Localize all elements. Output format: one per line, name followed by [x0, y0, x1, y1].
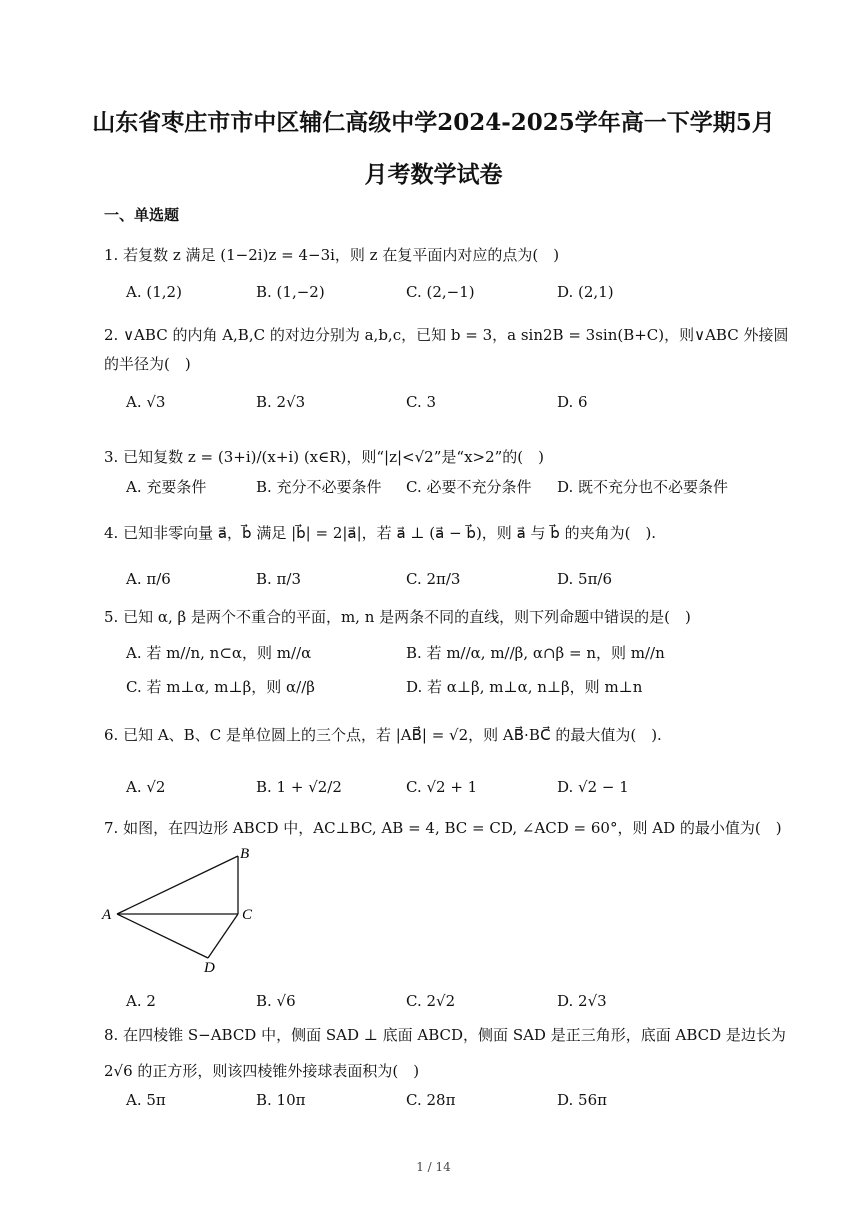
question-6-stem: 6. 已知 A、B、C 是单位圆上的三个点，若 |AB⃗| = √2，则 AB⃗·BC⃗ 的最大值为( ). [104, 726, 662, 744]
q2-option-b: B. 2√3 [256, 393, 306, 411]
q7-option-a: A. 2 [126, 992, 156, 1010]
question-1-stem: 1. 若复数 z 满足 (1−2i)z = 4−3i，则 z 在复平面内对应的点为( ) [104, 246, 560, 264]
page-title: 山东省枣庄市市中区辅仁高级中学2024-2025学年高一下学期5月 [92, 109, 775, 136]
q2-option-c: C. 3 [406, 393, 437, 411]
section-heading: 一、单选题 [104, 206, 180, 224]
q2-option-d: D. 6 [557, 393, 588, 411]
q5-option-b: B. 若 m//α, m//β, α∩β = n，则 m//n [406, 644, 665, 662]
q3-option-a: A. 充要条件 [126, 478, 207, 496]
q4-option-b: B. π/3 [256, 570, 302, 588]
q2-option-a: A. √3 [126, 393, 166, 411]
q6-option-b: B. 1 + √2/2 [256, 778, 342, 796]
question-4-stem: 4. 已知非零向量 a⃗，b⃗ 满足 |b⃗| = 2|a⃗|，若 a⃗ ⊥ (a⃗ − b⃗)，则 a⃗ 与 b⃗ 的夹角为( ). [104, 524, 657, 542]
q4-option-d: D. 5π/6 [557, 570, 613, 588]
segment-ad [117, 914, 208, 958]
segment-cd [208, 914, 238, 958]
question-7-stem: 7. 如图，在四边形 ABCD 中，AC⊥BC, AB = 4, BC = CD, ∠ACD = 60°，则 AD 的最小值为( ) [104, 819, 782, 837]
q3-option-b: B. 充分不必要条件 [256, 478, 382, 496]
q1-option-d: D. (2,1) [557, 283, 614, 301]
page-number: 1 / 14 [416, 1160, 451, 1174]
q8-option-d: D. 56π [557, 1091, 607, 1109]
page-title-line2: 月考数学试卷 [364, 161, 503, 188]
question-2-stem-line2: 的半径为( ) [104, 355, 191, 373]
question-5-stem: 5. 已知 α, β 是两个不重合的平面，m, n 是两条不同的直线，则下列命题中错误的是( ) [104, 608, 691, 626]
q7-option-d: D. 2√3 [557, 992, 607, 1010]
question-3-stem: 3. 已知复数 z = (3+i)/(x+i) (x∈R)，则“|z|<√2”是“x>2”的( ) [104, 448, 545, 466]
q4-option-c: C. 2π/3 [406, 570, 461, 588]
q6-option-c: C. √2 + 1 [406, 778, 478, 796]
q1-option-a: A. (1,2) [126, 283, 182, 301]
q4-option-a: A. π/6 [126, 570, 171, 588]
q5-option-a: A. 若 m//n, n⊂α，则 m//α [126, 644, 312, 662]
label-c: C [242, 907, 253, 923]
q7-option-c: C. 2√2 [406, 992, 456, 1010]
label-d: D [204, 960, 215, 976]
q5-option-d: D. 若 α⊥β, m⊥α, n⊥β，则 m⊥n [406, 678, 643, 696]
label-a: A [102, 907, 112, 923]
q6-option-a: A. √2 [126, 778, 166, 796]
question-8-stem-line2: 2√6 的正方形，则该四棱锥外接球表面积为( ) [104, 1062, 420, 1080]
q1-option-c: C. (2,−1) [406, 283, 475, 301]
q6-option-d: D. √2 − 1 [557, 778, 629, 796]
label-b: B [240, 846, 250, 862]
quadrilateral-figure [100, 842, 270, 980]
q8-option-b: B. 10π [256, 1091, 306, 1109]
q5-option-c: C. 若 m⊥α, m⊥β，则 α//β [126, 678, 315, 696]
q7-option-b: B. √6 [256, 992, 296, 1010]
q1-option-b: B. (1,−2) [256, 283, 325, 301]
q8-option-c: C. 28π [406, 1091, 456, 1109]
q3-option-c: C. 必要不充分条件 [406, 478, 532, 496]
question-2-stem: 2. ∨ABC 的内角 A,B,C 的对边分别为 a,b,c，已知 b = 3，a sin2B = 3sin(B+C)，则∨ABC 外接圆 [104, 326, 789, 344]
question-8-stem: 8. 在四棱锥 S−ABCD 中，侧面 SAD ⊥ 底面 ABCD，侧面 SAD 是正三角形，底面 ABCD 是边长为 [104, 1026, 786, 1044]
q3-option-d: D. 既不充分也不必要条件 [557, 478, 729, 496]
segment-ab [117, 856, 238, 914]
q8-option-a: A. 5π [126, 1091, 166, 1109]
